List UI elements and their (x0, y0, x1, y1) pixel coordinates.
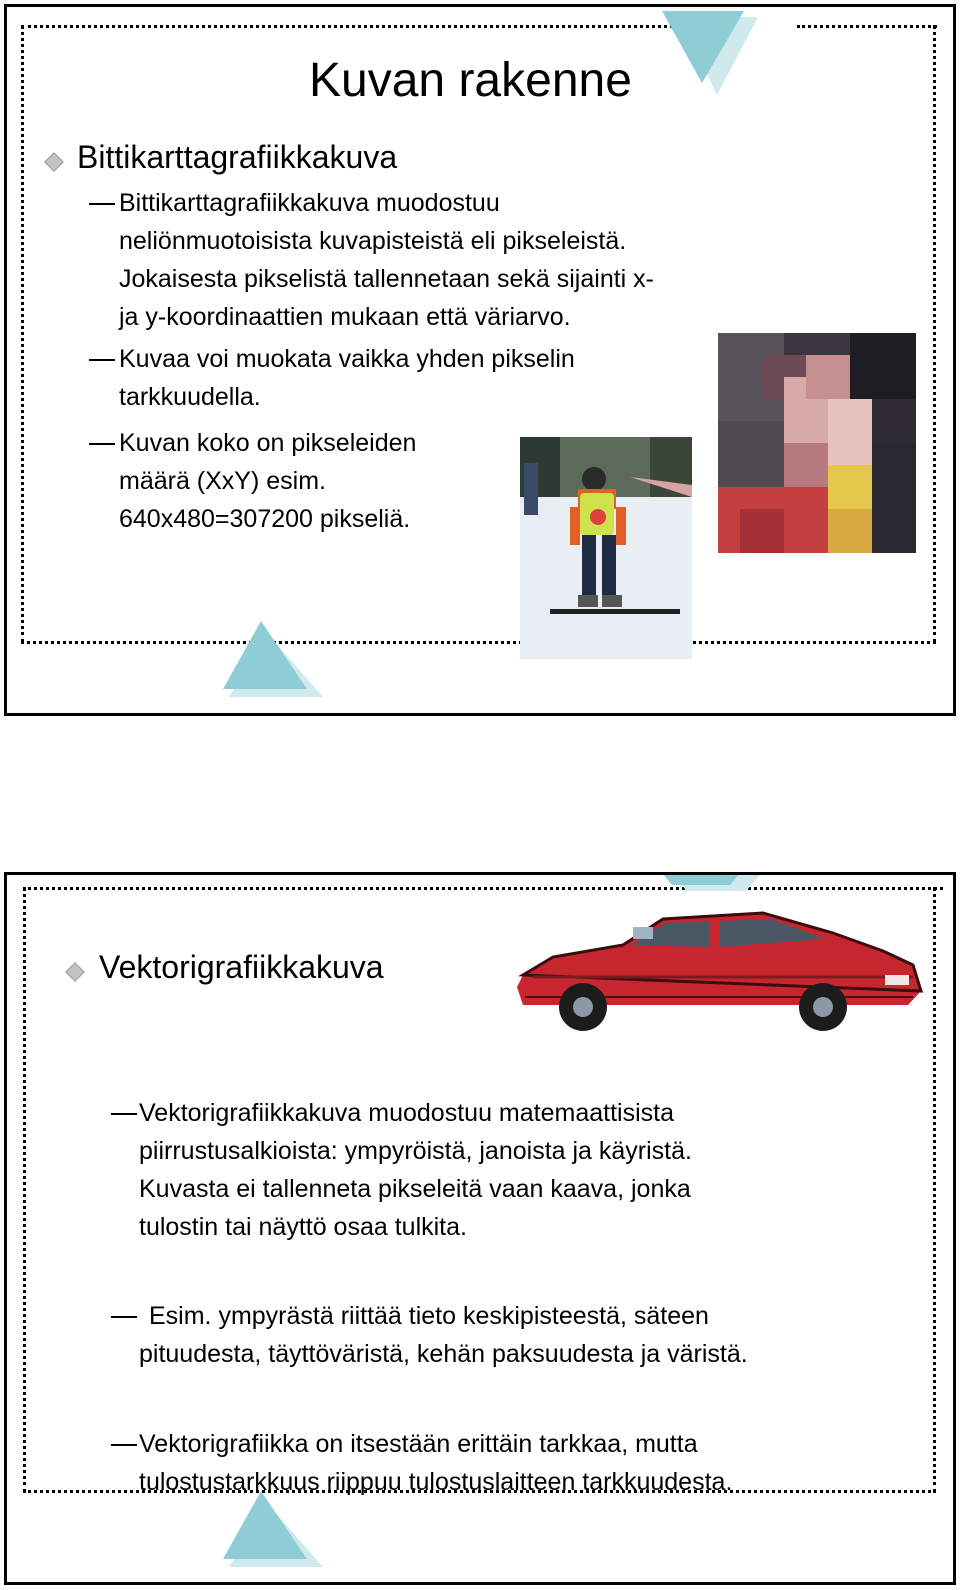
text-line: 640x480=307200 pikseliä. (119, 505, 411, 533)
text-line: Vektorigrafiikka on itsestään erittäin tarkkaa, mutta (139, 1430, 698, 1458)
triangle-decoration-top (662, 873, 762, 893)
text-line: ja y-koordinaattien mukaan että väriarvo. (119, 303, 571, 331)
text-line: neliönmuotoisista kuvapisteistä eli pikseleistä. (119, 227, 627, 255)
dash-bullet (111, 1113, 137, 1115)
point-text (139, 1297, 929, 1373)
dotted-border-top (21, 25, 721, 28)
dotted-border-top-right (797, 25, 937, 28)
text-line: piirrustusalkioista: ympyröistä, janoista ja käyristä. (139, 1137, 692, 1165)
text-line: Jokaisesta pikselistä tallennetaan sekä sijainti x- (119, 265, 654, 293)
dash-bullet (89, 359, 115, 361)
text-line: tulostin tai näyttö osaa tulkita. (139, 1213, 467, 1241)
slide-2 (4, 872, 956, 1585)
triangle-decoration-top (662, 11, 762, 101)
slide-1 (4, 4, 956, 716)
diamond-bullet-icon (44, 152, 64, 172)
text-line: Bittikarttagrafiikkakuva muodostuu (119, 189, 500, 217)
text-line: pituudesta, täyttöväristä, kehän paksuudesta ja väristä. (139, 1340, 748, 1368)
triangle-decoration-bottom (223, 1491, 333, 1571)
dash-bullet (111, 1316, 137, 1318)
text-line: määrä (XxY) esim. (119, 467, 326, 495)
dash-bullet (89, 443, 115, 445)
dash-bullet (89, 203, 115, 205)
diamond-bullet-icon (65, 962, 85, 982)
dotted-border-left (23, 887, 26, 1493)
triangle-decoration-bottom (223, 621, 333, 701)
dotted-border-right (933, 887, 936, 1493)
text-line: tulostustarkkuus riippuu tulostuslaitteen tarkkuudesta. (139, 1468, 733, 1496)
text-line: Vektorigrafiikkakuva muodostuu matemaattisista (139, 1099, 674, 1127)
point-text (119, 340, 719, 416)
text-line: Esim. ympyrästä riittää tieto keskipisteestä, säteen (149, 1302, 709, 1330)
text-line: tarkkuudella. (119, 383, 261, 411)
slide-title: Kuvan rakenne (309, 54, 632, 107)
dotted-border-top (23, 887, 943, 890)
point-text (119, 184, 819, 336)
dotted-border-left (21, 25, 24, 643)
dotted-border-bottom (21, 641, 936, 644)
text-line: Kuvaa voi muokata vaikka yhden pikselin (119, 345, 575, 373)
pixelated-zoom-icon (718, 333, 916, 553)
point-text (139, 1425, 929, 1501)
snowboarder-photo-icon (520, 437, 692, 659)
bullet-heading: Vektorigrafiikkakuva (99, 949, 384, 985)
text-line: Kuvan koko on pikseleiden (119, 429, 417, 457)
text-line: Kuvasta ei tallenneta pikseleitä vaan kaava, jonka (139, 1175, 691, 1203)
red-car-icon (513, 905, 923, 1045)
dotted-border-right (933, 25, 936, 643)
point-text (139, 1094, 919, 1246)
point-text (119, 424, 519, 538)
dash-bullet (111, 1444, 137, 1446)
bullet-heading: Bittikarttagrafiikkakuva (77, 139, 398, 175)
